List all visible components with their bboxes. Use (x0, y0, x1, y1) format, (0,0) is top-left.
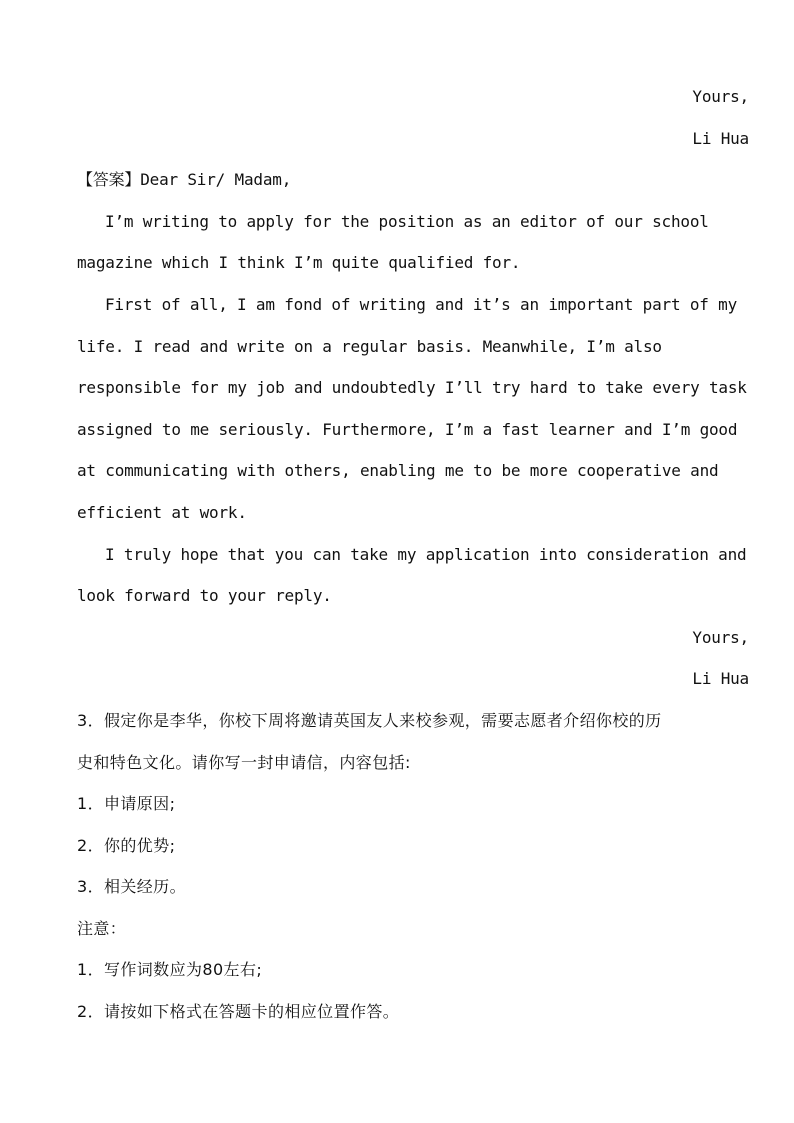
notice-item: 1．写作词数应为80左右; (77, 960, 263, 980)
salutation-text: Dear Sir/ Madam, (140, 170, 292, 190)
question-item: 2．你的优势; (77, 835, 176, 855)
notice-item: 2．请按如下格式在答题卡的相应位置作答。 (77, 1002, 400, 1022)
signature-text: Li Hua (692, 128, 749, 148)
answer-salutation-line (77, 159, 749, 201)
paragraph-line: at communicating with others, enabling me to be more cooperative and (77, 461, 719, 481)
document-page (77, 76, 749, 1033)
paragraph-line: I’m writing to apply for the position as an editor of our school (105, 211, 709, 231)
paragraph-line: assigned to me seriously. Furthermore, I’m a fast learner and I’m good (77, 419, 738, 439)
paragraph-line: First of all, I am fond of writing and it’s an important part of my (105, 294, 737, 314)
question-item: 3．相关经历。 (77, 877, 186, 897)
paragraph-line: magazine which I think I’m quite qualified for. (77, 253, 521, 273)
paragraph-line: responsible for my job and undoubtedly I’ll try hard to take every task (77, 378, 747, 398)
question-prompt-line: 史和特色文化。请你写一封申请信，内容包括: (77, 752, 411, 772)
question-prompt-line: 3．假定你是李华，你校下周将邀请英国友人来校参观，需要志愿者介绍你校的历 (77, 710, 662, 730)
paragraph-line: life. I read and write on a regular basis. Meanwhile, I’m also (77, 336, 662, 356)
paragraph-line: efficient at work. (77, 502, 247, 522)
paragraph-line: I truly hope that you can take my application into consideration and (105, 544, 747, 564)
answer-closing-text: Yours, (692, 627, 749, 647)
answer-signature-text: Li Hua (692, 669, 749, 689)
paragraph-line: look forward to your reply. (77, 586, 332, 606)
closing-text: Yours, (692, 87, 749, 106)
question-item: 1．申请原因; (77, 794, 176, 814)
answer-tag: 【答案】 (77, 170, 141, 190)
notice-label: 注意： (77, 918, 127, 938)
